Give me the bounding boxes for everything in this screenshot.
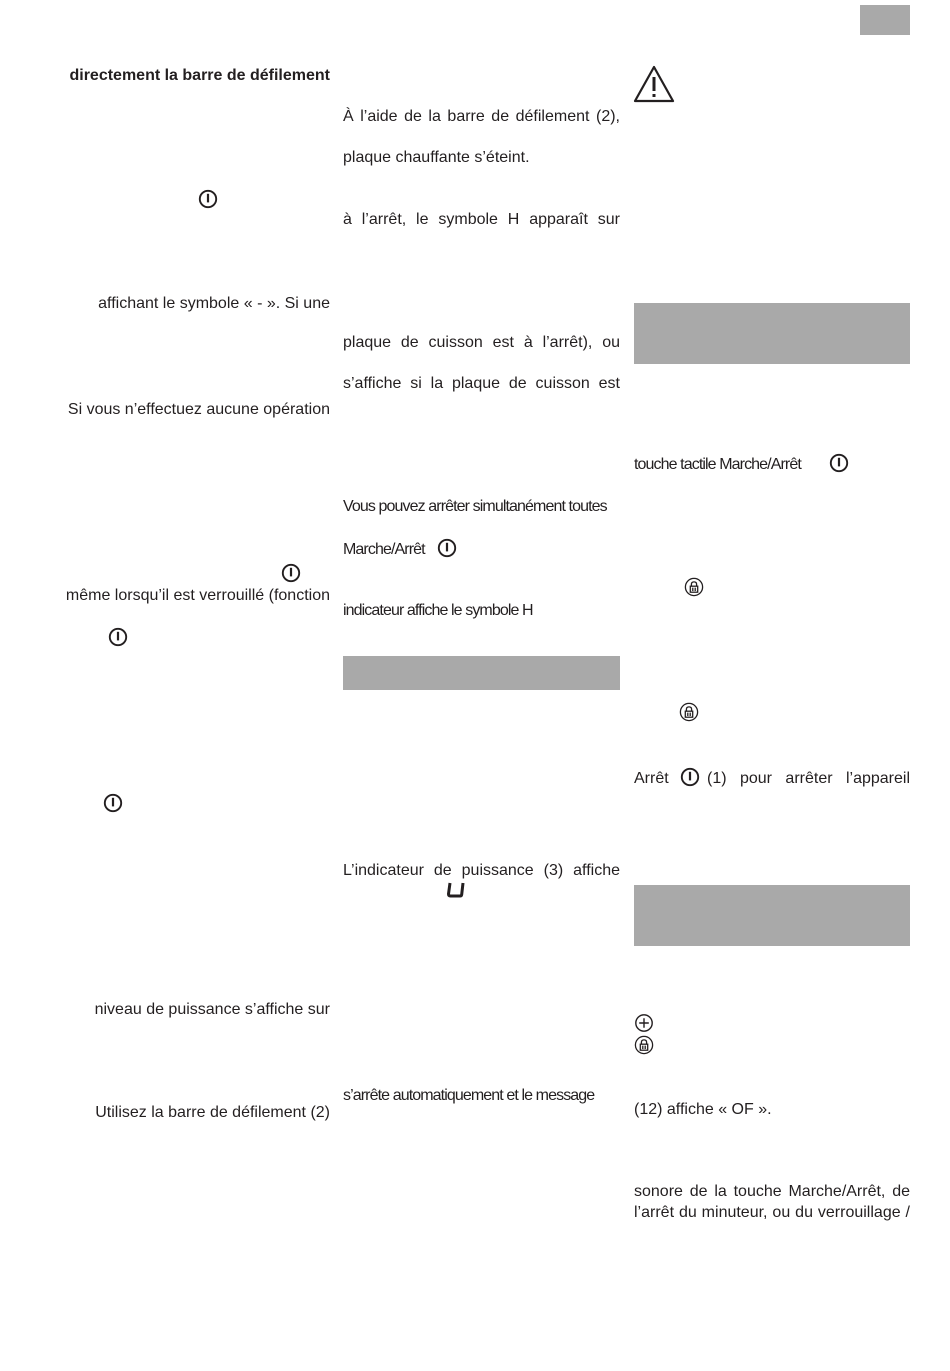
section-header-band [634,303,910,364]
power-icon [281,563,301,583]
right-line-sound: sonore de la touche Marche/Arrêt, de [634,1183,910,1200]
left-heading: directement la barre de défilement [69,67,330,84]
mid-line-indicator-h: indicateur affiche le symbole H [343,602,533,619]
mid-line-power-indicator: L’indicateur de puissance (3) affiche [343,862,620,879]
left-line-no-operation: Si vous n’effectuez aucune opération [67,401,330,418]
left-line-use-slider: Utilisez la barre de défilement (2) [95,1104,330,1121]
mid-line-displays-if: s’affiche si la plaque de cuisson est [343,375,620,392]
power-icon [437,538,457,558]
mid-line-slider: À l’aide de la barre de défilement (2), [343,108,620,125]
left-line-power-level: niveau de puissance s’affiche sur [94,1001,330,1018]
u-symbol-icon [446,881,466,899]
section-header-band [634,885,910,946]
lock-icon [684,577,704,597]
warning-triangle-icon [633,65,675,103]
power-icon [829,453,849,473]
right-line-touch-on-off: touche tactile Marche/Arrêt [634,456,801,473]
mid-line-plate-off-or: plaque de cuisson est à l’arrêt), ou [343,334,620,351]
section-header-band [343,656,620,690]
plus-icon [634,1013,654,1033]
left-line-symbol: affichant le symbole « - ». Si une [98,295,330,312]
right-line-stop-prefix: Arrêt [634,770,669,787]
lock-icon [679,702,699,722]
page-tab [860,5,910,35]
power-icon [103,793,123,813]
mid-line-h-symbol: à l’arrêt, le symbole H apparaît sur [343,211,620,228]
mid-line-plate-off: plaque chauffante s’éteint. [343,149,530,166]
power-icon [108,627,128,647]
right-line-of: (12) affiche « OF ». [634,1101,772,1118]
mid-line-stop-all: Vous pouvez arrêter simultanément toutes [343,498,607,515]
mid-line-on-off: Marche/Arrêt [343,541,425,558]
mid-line-auto-stop: s’arrête automatiquement et le message [343,1087,595,1104]
lock-icon [634,1035,654,1055]
left-line-locked: même lorsqu’il est verrouillé (fonction [65,587,330,604]
right-line-stop-suffix: (1) pour arrêter l’appareil [707,770,910,787]
power-icon [680,767,700,787]
power-icon [198,189,218,209]
right-line-timer: l’arrêt du minuteur, ou du verrouillage / [634,1204,910,1221]
